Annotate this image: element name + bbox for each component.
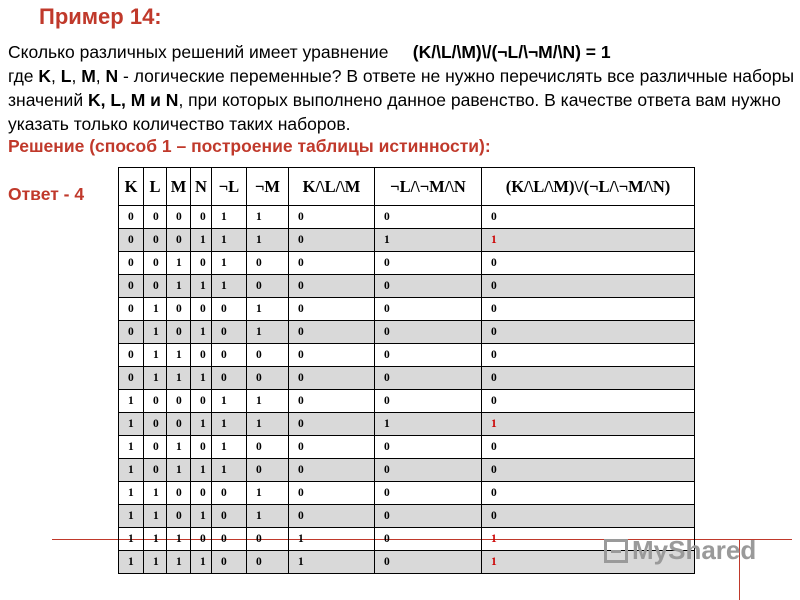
table-cell: 0: [144, 436, 167, 459]
table-cell: 1: [119, 551, 144, 574]
table-cell: 0: [191, 206, 212, 229]
table-header-cell: N: [191, 168, 212, 206]
table-cell: 1: [144, 482, 167, 505]
watermark-logo-icon: [604, 539, 628, 563]
table-cell: 1: [247, 206, 289, 229]
table-cell: 1: [119, 390, 144, 413]
table-cell: 0: [375, 344, 482, 367]
table-cell: 1: [212, 413, 247, 436]
table-cell: 1: [144, 505, 167, 528]
table-cell: 1: [144, 528, 167, 551]
table-cell: 0: [482, 482, 695, 505]
table-cell: 0: [212, 482, 247, 505]
table-cell: 1: [247, 390, 289, 413]
table-cell: 1: [247, 229, 289, 252]
table-cell: 1: [191, 229, 212, 252]
table-cell: 0: [119, 229, 144, 252]
table-cell: 0: [289, 367, 375, 390]
table-row: [119, 482, 695, 505]
table-cell: 1: [247, 298, 289, 321]
table-cell: 1: [119, 505, 144, 528]
table-cell: 0: [167, 321, 191, 344]
table-row: [119, 367, 695, 390]
table-cell: 0: [375, 551, 482, 574]
table-cell: 0: [375, 367, 482, 390]
table-cell: 1: [212, 459, 247, 482]
answer-text: Ответ - 4: [8, 184, 85, 204]
table-cell: 0: [289, 482, 375, 505]
table-row: [119, 206, 695, 229]
table-cell: 1: [191, 413, 212, 436]
table-cell: 0: [375, 298, 482, 321]
table-cell: 0: [482, 459, 695, 482]
table-cell: 0: [167, 206, 191, 229]
table-cell: 0: [144, 252, 167, 275]
table-cell: 0: [375, 459, 482, 482]
table-cell: 0: [119, 252, 144, 275]
table-cell: 0: [119, 206, 144, 229]
table-cell: 0: [375, 252, 482, 275]
table-row: [119, 321, 695, 344]
table-cell: 1: [167, 252, 191, 275]
table-cell: 1: [212, 206, 247, 229]
table-cell: 0: [289, 436, 375, 459]
table-cell: 0: [144, 275, 167, 298]
table-cell: 1: [191, 505, 212, 528]
table-cell: 0: [482, 505, 695, 528]
table-cell: 1: [167, 528, 191, 551]
table-cell: 0: [375, 482, 482, 505]
table-cell: 0: [119, 275, 144, 298]
table-cell: 0: [482, 298, 695, 321]
table-header-cell: ¬L: [212, 168, 247, 206]
table-cell: 0: [247, 551, 289, 574]
table-cell: 1: [167, 367, 191, 390]
table-cell: 0: [191, 344, 212, 367]
table-cell: 0: [191, 482, 212, 505]
problem-text: [8, 40, 798, 136]
table-cell: 0: [212, 321, 247, 344]
table-cell: 1: [191, 551, 212, 574]
table-cell: 1: [247, 505, 289, 528]
table-cell: 1: [119, 482, 144, 505]
table-cell: 0: [289, 413, 375, 436]
table-cell: 0: [289, 321, 375, 344]
table-header-cell: K/\L/\M: [289, 168, 375, 206]
table-cell: 0: [119, 321, 144, 344]
table-cell: 0: [167, 505, 191, 528]
table-header-cell: (K/\L/\M)\/(¬L/\¬M/\N): [482, 168, 695, 206]
table-cell: 0: [247, 344, 289, 367]
table-cell: 1: [144, 321, 167, 344]
table-cell: 0: [482, 206, 695, 229]
table-cell: 1: [119, 413, 144, 436]
table-cell: 1: [144, 367, 167, 390]
table-cell: 0: [167, 298, 191, 321]
table-cell: 1: [212, 436, 247, 459]
table-header-cell: K: [119, 168, 144, 206]
table-cell: 0: [144, 229, 167, 252]
table-cell: 1: [119, 459, 144, 482]
table-cell: 1: [119, 528, 144, 551]
table-cell: 1: [482, 551, 695, 574]
comma: ,: [95, 66, 106, 86]
table-row: [119, 413, 695, 436]
table-row: [119, 298, 695, 321]
table-cell: 0: [482, 321, 695, 344]
problem-prefix: Сколько различных решений имеет уравнение: [8, 42, 389, 62]
var-m: M: [81, 66, 96, 86]
solution-heading: Решение (способ 1 – построение таблицы истинности):: [8, 136, 491, 156]
table-cell: 1: [144, 298, 167, 321]
table-cell: 0: [144, 459, 167, 482]
table-cell: 1: [375, 413, 482, 436]
table-header-cell: M: [167, 168, 191, 206]
table-cell: 0: [289, 206, 375, 229]
table-cell: 0: [375, 275, 482, 298]
table-cell: 0: [212, 505, 247, 528]
var-n: N: [105, 66, 119, 86]
table-cell: 0: [119, 298, 144, 321]
table-cell: 0: [375, 436, 482, 459]
table-cell: 1: [247, 482, 289, 505]
comma: ,: [51, 66, 61, 86]
table-row: [119, 436, 695, 459]
table-cell: 1: [289, 551, 375, 574]
table-cell: 0: [247, 367, 289, 390]
table-cell: 0: [144, 206, 167, 229]
table-row: [119, 275, 695, 298]
var-k: K: [38, 66, 52, 86]
table-cell: 1: [289, 528, 375, 551]
table-row: [119, 252, 695, 275]
table-cell: 0: [375, 528, 482, 551]
table-cell: 0: [375, 206, 482, 229]
table-header-cell: ¬M: [247, 168, 289, 206]
table-cell: 0: [167, 413, 191, 436]
table-cell: 0: [482, 390, 695, 413]
table-cell: 0: [247, 252, 289, 275]
watermark: [604, 535, 756, 566]
problem-middle: - логические переменные? В ответе не нужно перечислять все различные наборы значений: [8, 66, 795, 110]
problem-where: где: [8, 66, 39, 86]
table-cell: 0: [289, 275, 375, 298]
table-cell: 0: [167, 229, 191, 252]
table-cell: 1: [212, 275, 247, 298]
comma: ,: [71, 66, 82, 86]
table-cell: 0: [247, 275, 289, 298]
table-cell: 1: [247, 321, 289, 344]
table-cell: 0: [289, 344, 375, 367]
table-cell: 1: [191, 367, 212, 390]
table-cell: 0: [167, 482, 191, 505]
table-cell: 0: [247, 436, 289, 459]
table-cell: 1: [144, 551, 167, 574]
table-cell: 0: [119, 367, 144, 390]
table-cell: 1: [212, 390, 247, 413]
table-cell: 1: [247, 413, 289, 436]
table-cell: 1: [212, 229, 247, 252]
table-cell: 1: [191, 321, 212, 344]
table-cell: 1: [191, 459, 212, 482]
table-cell: 0: [289, 459, 375, 482]
table-cell: 1: [191, 275, 212, 298]
table-cell: 0: [247, 459, 289, 482]
table-cell: 0: [482, 252, 695, 275]
table-cell: 0: [191, 528, 212, 551]
slide-title: Пример 14:: [39, 4, 162, 29]
table-cell: 1: [167, 275, 191, 298]
table-cell: 0: [191, 436, 212, 459]
table-cell: 0: [289, 505, 375, 528]
table-cell: 0: [375, 390, 482, 413]
table-cell: 0: [212, 344, 247, 367]
table-header-row: [119, 168, 695, 206]
table-cell: 1: [119, 436, 144, 459]
table-cell: 0: [482, 436, 695, 459]
table-cell: 1: [167, 459, 191, 482]
table-cell: 0: [212, 551, 247, 574]
table-cell: 0: [482, 275, 695, 298]
table-cell: 0: [144, 390, 167, 413]
table-cell: 0: [482, 344, 695, 367]
table-cell: 1: [167, 436, 191, 459]
table-cell: 0: [212, 367, 247, 390]
table-cell: 1: [144, 344, 167, 367]
table-cell: 1: [482, 229, 695, 252]
table-cell: 0: [212, 528, 247, 551]
vars-list: K, L, M и N: [87, 90, 179, 110]
table-row: [119, 390, 695, 413]
table-cell: 0: [119, 344, 144, 367]
table-cell: 1: [375, 229, 482, 252]
table-cell: 0: [289, 390, 375, 413]
table-header-cell: ¬L/\¬M/\N: [375, 168, 482, 206]
table-cell: 0: [289, 229, 375, 252]
table-cell: 0: [167, 390, 191, 413]
truth-table: [118, 167, 695, 574]
table-row: [119, 229, 695, 252]
problem-end: , при которых выполнено данное равенство. В качестве ответа вам нужно указать только количество таких наборов.: [8, 90, 781, 134]
table-cell: 0: [191, 252, 212, 275]
table-cell: 0: [144, 413, 167, 436]
table-header-cell: L: [144, 168, 167, 206]
table-row: [119, 505, 695, 528]
table-cell: 0: [247, 528, 289, 551]
table-cell: 0: [191, 390, 212, 413]
table-row: [119, 344, 695, 367]
table-cell: 0: [375, 505, 482, 528]
table-cell: 1: [482, 413, 695, 436]
table-cell: 0: [482, 367, 695, 390]
table-body: [119, 206, 695, 574]
table-cell: 1: [482, 528, 695, 551]
table-row: [119, 459, 695, 482]
table-cell: 1: [212, 252, 247, 275]
watermark-text: MyShared: [632, 535, 757, 565]
table-cell: 1: [167, 551, 191, 574]
equation: (K/\L/\M)\/(¬L/\¬M/\N) = 1: [412, 42, 611, 62]
table-cell: 0: [289, 252, 375, 275]
table-cell: 0: [375, 321, 482, 344]
table-cell: 0: [191, 298, 212, 321]
table-cell: 1: [167, 344, 191, 367]
var-l: L: [60, 66, 72, 86]
table-cell: 0: [212, 298, 247, 321]
table-cell: 0: [289, 298, 375, 321]
